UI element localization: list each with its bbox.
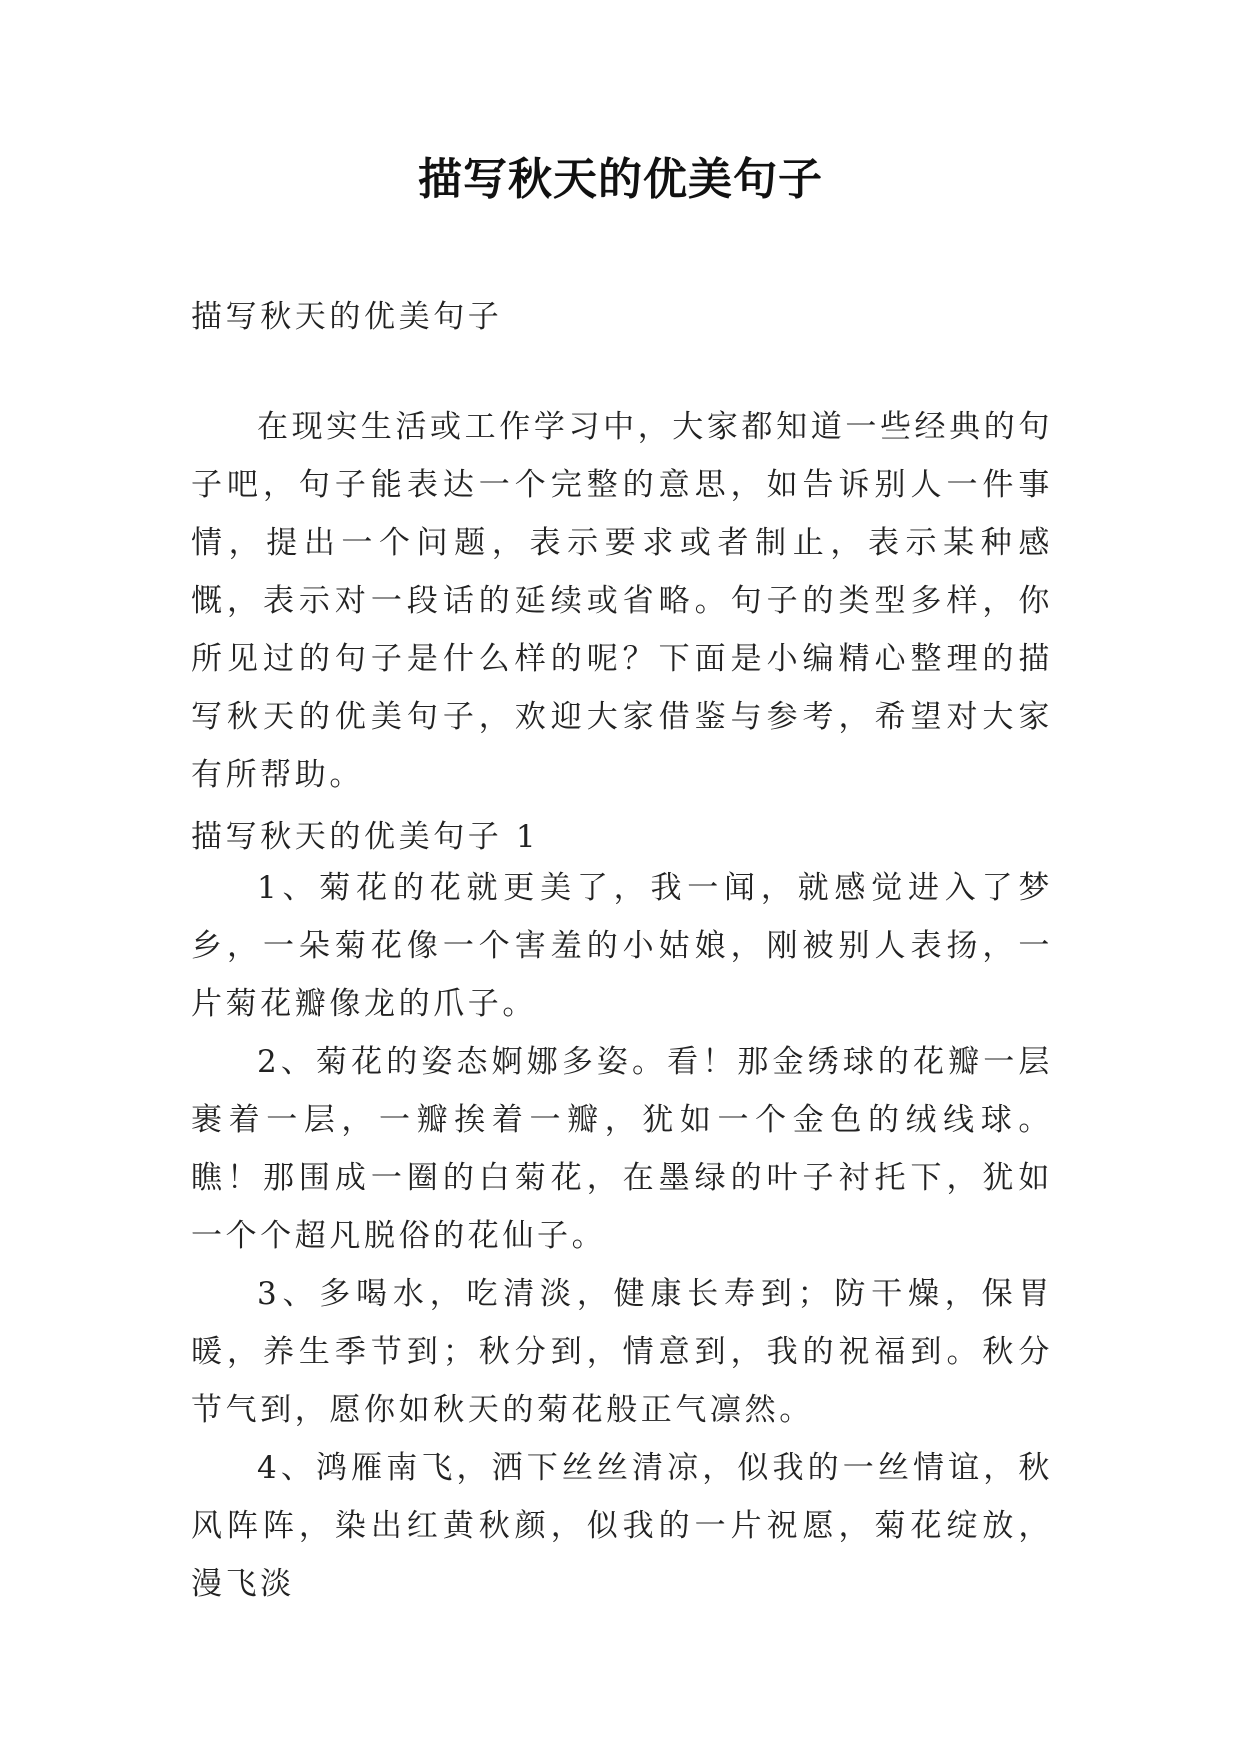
section-body bbox=[191, 859, 1053, 1613]
sentence-paragraph: 1、菊花的花就更美了，我一闻，就感觉进入了梦乡，一朵菊花像一个害羞的小姑娘，刚被别人表扬，一片菊花瓣像龙的爪子。 bbox=[191, 870, 1053, 1022]
intro-paragraph: 在现实生活或工作学习中，大家都知道一些经典的句子吧，句子能表达一个完整的意思，如告诉别人一件事情，提出一个问题，表示要求或者制止，表示某种感慨，表示对一段话的延续或省略。句子的类型多样，你所见过的句子是什么样的呢？下面是小编精心整理的描写秋天的优美句子，欢迎大家借鉴与参考，希望对大家有所帮助。 bbox=[191, 409, 1053, 793]
sentence-paragraph: 4、鸿雁南飞，洒下丝丝清凉，似我的一丝情谊，秋风阵阵，染出红黄秋颜，似我的一片祝愿，菊花绽放，漫飞淡 bbox=[191, 1450, 1053, 1602]
section-heading: 描写秋天的优美句子 1 bbox=[191, 819, 540, 855]
sentence-paragraph: 2、菊花的姿态婀娜多姿。看！那金绣球的花瓣一层裹着一层，一瓣挨着一瓣，犹如一个金色的绒线球。瞧！那围成一圈的白菊花，在墨绿的叶子衬托下，犹如一个个超凡脱俗的花仙子。 bbox=[191, 1044, 1053, 1254]
sentence-paragraph: 3、多喝水，吃清淡，健康长寿到；防干燥，保胃暖，养生季节到；秋分到，情意到，我的祝福到。秋分节气到，愿你如秋天的菊花般正气凛然。 bbox=[191, 1276, 1053, 1428]
document-subtitle: 描写秋天的优美句子 bbox=[191, 299, 503, 335]
document-title: 描写秋天的优美句子 bbox=[418, 154, 823, 205]
